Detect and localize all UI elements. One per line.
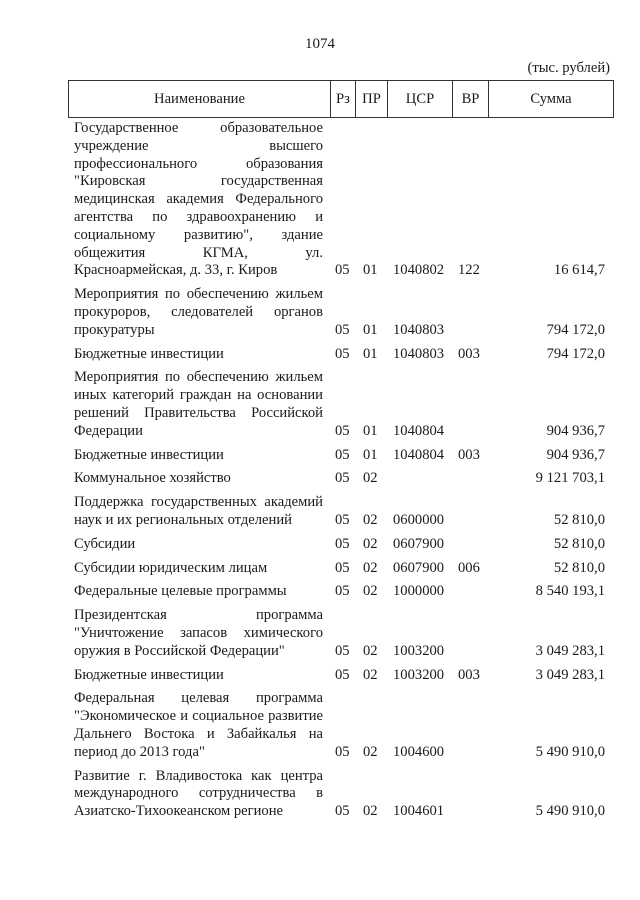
row-name: Развитие г. Владивостока как центра международного сотрудничества в Азиатско-Тихоокеанском регионе	[74, 767, 323, 820]
row-rz: 05	[335, 470, 350, 487]
row-csr: 0607900	[393, 559, 445, 576]
row-name: Бюджетные инвестиции	[74, 446, 224, 463]
table-row	[0, 583, 640, 601]
page-number: 1074	[305, 36, 335, 52]
row-rz: 05	[335, 511, 350, 528]
table-row	[0, 768, 640, 821]
row-rz: 05	[335, 535, 350, 552]
row-rz: 05	[335, 422, 350, 439]
table-header	[68, 80, 614, 118]
table-body	[0, 120, 640, 827]
table-row	[0, 470, 640, 488]
header-name: Наименование	[69, 81, 331, 118]
table-row	[0, 536, 640, 554]
row-name: Федеральные целевые программы	[74, 583, 287, 600]
row-rz: 05	[335, 345, 350, 362]
row-rz: 05	[335, 642, 350, 659]
header-csr: ЦСР	[388, 81, 453, 118]
row-name: Коммунальное хозяйство	[74, 470, 231, 487]
row-csr: 1040802	[393, 262, 445, 279]
row-rz: 05	[335, 583, 350, 600]
row-sum: 904 936,7	[546, 422, 605, 439]
row-rz: 05	[335, 803, 350, 820]
row-sum: 5 490 910,0	[535, 743, 605, 760]
table-row	[0, 607, 640, 660]
row-rz: 05	[335, 321, 350, 338]
row-sum: 5 490 910,0	[535, 803, 605, 820]
row-csr: 1000000	[393, 583, 445, 600]
row-name: Мероприятия по обеспечению жильем иных категорий граждан на основании решений Правительства Российской Федерации	[74, 369, 323, 439]
header-sum: Сумма	[489, 81, 614, 118]
row-sum: 52 810,0	[553, 511, 605, 528]
row-rz: 05	[335, 559, 350, 576]
row-pr: 01	[363, 422, 378, 439]
row-pr: 02	[363, 535, 378, 552]
row-name: Бюджетные инвестиции	[74, 345, 224, 362]
row-vr: 006	[458, 559, 480, 576]
table-row	[0, 494, 640, 530]
row-vr: 003	[458, 666, 480, 683]
row-name: Федеральная целевая программа "Экономическое и социальное развитие Дальнего Востока и Забайкалья на период до 2013 года"	[74, 690, 323, 760]
row-sum: 3 049 283,1	[535, 642, 605, 659]
row-name: Субсидии	[74, 535, 136, 552]
table-row	[0, 286, 640, 339]
row-sum: 16 614,7	[553, 262, 605, 279]
row-sum: 52 810,0	[553, 535, 605, 552]
row-csr: 1003200	[393, 642, 445, 659]
row-csr: 1040804	[393, 446, 445, 463]
row-pr: 02	[363, 642, 378, 659]
row-csr: 1004600	[393, 743, 445, 760]
row-pr: 02	[363, 803, 378, 820]
header-rz: Рз	[331, 81, 356, 118]
row-vr: 122	[458, 262, 480, 279]
row-sum: 52 810,0	[553, 559, 605, 576]
header-pr: ПР	[356, 81, 388, 118]
row-sum: 3 049 283,1	[535, 666, 605, 683]
row-pr: 02	[363, 583, 378, 600]
row-sum: 794 172,0	[546, 345, 605, 362]
row-csr: 1003200	[393, 666, 445, 683]
row-pr: 02	[363, 743, 378, 760]
row-sum: 904 936,7	[546, 446, 605, 463]
row-name: Субсидии юридическим лицам	[74, 559, 268, 576]
units-label: (тыс. рублей)	[527, 60, 610, 76]
row-csr: 1004601	[393, 803, 445, 820]
row-vr: 003	[458, 446, 480, 463]
row-rz: 05	[335, 446, 350, 463]
row-rz: 05	[335, 262, 350, 279]
table-row	[0, 690, 640, 761]
row-rz: 05	[335, 743, 350, 760]
row-sum: 8 540 193,1	[535, 583, 605, 600]
row-sum: 9 121 703,1	[535, 470, 605, 487]
row-pr: 01	[363, 262, 378, 279]
row-name: Государственное образовательное учреждение высшего профессионального образования "Кировская государственная медицинская академия Федерального агентства по здравоохранению и социальному развитию", здание общежития КГМА, ул. Красноармейская, д. 33, г. Киров	[74, 120, 323, 279]
row-csr: 0607900	[393, 535, 445, 552]
row-pr: 02	[363, 470, 378, 487]
row-csr: 1040803	[393, 321, 445, 338]
row-pr: 02	[363, 511, 378, 528]
row-csr: 1040803	[393, 345, 445, 362]
row-pr: 02	[363, 559, 378, 576]
row-name: Мероприятия по обеспечению жильем прокуроров, следователей органов прокуратуры	[74, 286, 323, 338]
row-csr: 0600000	[393, 511, 445, 528]
row-pr: 01	[363, 345, 378, 362]
table-row	[0, 120, 640, 280]
header-vr: ВР	[453, 81, 489, 118]
table-row	[0, 346, 640, 364]
row-name: Поддержка государственных академий наук и их региональных отделений	[74, 494, 323, 528]
table-row	[0, 447, 640, 465]
row-sum: 794 172,0	[546, 321, 605, 338]
row-pr: 01	[363, 446, 378, 463]
row-csr: 1040804	[393, 422, 445, 439]
row-name: Бюджетные инвестиции	[74, 666, 224, 683]
row-pr: 02	[363, 666, 378, 683]
row-name: Президентская программа "Уничтожение запасов химического оружия в Российской Федерации"	[74, 607, 323, 659]
table-row	[0, 667, 640, 685]
table-row	[0, 560, 640, 578]
table-row	[0, 369, 640, 440]
row-rz: 05	[335, 666, 350, 683]
row-vr: 003	[458, 345, 480, 362]
row-pr: 01	[363, 321, 378, 338]
